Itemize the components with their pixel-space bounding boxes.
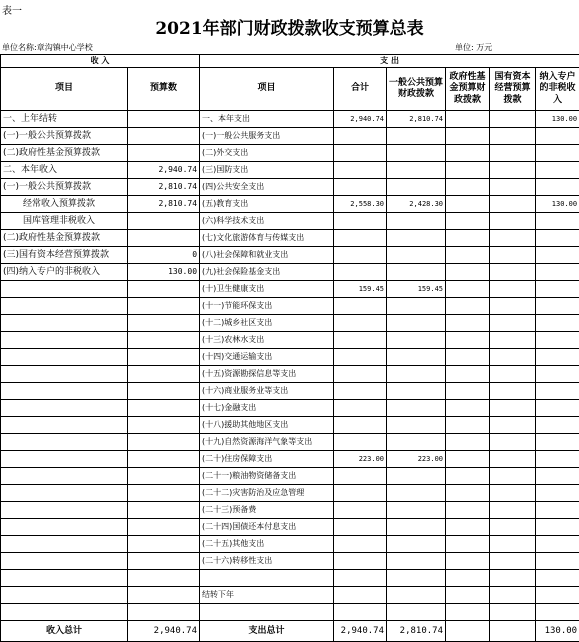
expense-item-cell	[200, 570, 334, 587]
soe-budget-cell	[490, 485, 536, 502]
soe-budget-cell	[490, 111, 536, 128]
expense-total-cell	[334, 264, 387, 281]
expense-fund-total	[446, 621, 490, 642]
special-account-cell	[536, 349, 579, 366]
income-budget-cell	[128, 332, 200, 349]
special-account-cell	[536, 247, 579, 264]
expense-item-cell: (二十六)转移性支出	[200, 553, 334, 570]
table-row	[1, 162, 579, 179]
expense-total-cell	[334, 349, 387, 366]
expense-item-cell: (六)科学技术支出	[200, 213, 334, 230]
table-row	[1, 111, 579, 128]
table-row	[1, 196, 579, 213]
expense-special-total: 130.00	[536, 621, 579, 642]
currency-unit: 单位: 万元	[455, 42, 492, 53]
soe-budget-cell	[490, 587, 536, 604]
special-account-cell	[536, 230, 579, 247]
soe-budget-cell	[490, 468, 536, 485]
special-account-cell	[536, 145, 579, 162]
general-budget-cell	[387, 417, 446, 434]
expense-soe-total	[490, 621, 536, 642]
special-account-cell	[536, 366, 579, 383]
special-account-cell	[536, 315, 579, 332]
soe-budget-cell	[490, 570, 536, 587]
special-account-cell	[536, 298, 579, 315]
table-row	[1, 570, 579, 587]
expense-item-header: 项目	[200, 68, 334, 111]
special-account-cell	[536, 128, 579, 145]
fund-budget-cell	[446, 604, 490, 621]
income-item-cell: (二)政府性基金预算拨款	[1, 230, 128, 247]
income-item-cell	[1, 383, 128, 400]
expense-item-cell	[200, 604, 334, 621]
fund-budget-cell	[446, 519, 490, 536]
income-budget-cell	[128, 604, 200, 621]
fund-budget-cell	[446, 315, 490, 332]
table-row	[1, 400, 579, 417]
fund-budget-cell	[446, 417, 490, 434]
income-budget-cell	[128, 213, 200, 230]
general-budget-cell	[387, 315, 446, 332]
expense-total-cell	[334, 128, 387, 145]
soe-budget-cell	[490, 383, 536, 400]
general-budget-cell	[387, 332, 446, 349]
fund-budget-cell	[446, 247, 490, 264]
expense-item-cell: (二十二)灾害防治及应急管理	[200, 485, 334, 502]
expense-item-cell: (十一)节能环保支出	[200, 298, 334, 315]
expense-header: 支 出	[200, 55, 579, 68]
table-row	[1, 264, 579, 281]
special-account-cell	[536, 519, 579, 536]
income-budget-cell	[128, 570, 200, 587]
soe-budget-cell	[490, 502, 536, 519]
income-item-cell	[1, 332, 128, 349]
soe-budget-cell	[490, 434, 536, 451]
expense-item-cell: (十七)金融支出	[200, 400, 334, 417]
income-budget-cell	[128, 366, 200, 383]
general-budget-cell	[387, 485, 446, 502]
income-budget-cell	[128, 519, 200, 536]
special-account-cell	[536, 400, 579, 417]
soe-budget-cell	[490, 230, 536, 247]
fund-budget-cell	[446, 570, 490, 587]
expense-total-cell: 2,558.30	[334, 196, 387, 213]
table-row	[1, 349, 579, 366]
expense-total-cell	[334, 468, 387, 485]
soe-budget-cell	[490, 145, 536, 162]
special-account-cell	[536, 264, 579, 281]
table-row	[1, 145, 579, 162]
income-budget-cell	[128, 587, 200, 604]
expense-total-cell	[334, 383, 387, 400]
income-item-cell: (一)一般公共预算拨款	[1, 128, 128, 145]
general-budget-cell	[387, 298, 446, 315]
income-budget-cell	[128, 400, 200, 417]
expense-total-cell	[334, 298, 387, 315]
expense-total-cell	[334, 485, 387, 502]
general-budget-cell: 2,810.74	[387, 111, 446, 128]
expense-total-cell	[334, 604, 387, 621]
expense-item-cell: (十四)交通运输支出	[200, 349, 334, 366]
expense-item-cell: (十九)自然资源海洋气象等支出	[200, 434, 334, 451]
fund-budget-cell	[446, 366, 490, 383]
income-item-cell	[1, 417, 128, 434]
income-budget-cell	[128, 383, 200, 400]
soe-budget-cell	[490, 349, 536, 366]
table-row	[1, 502, 579, 519]
general-budget-header: 一般公共预算财政拨款	[387, 68, 446, 111]
expense-total-cell	[334, 570, 387, 587]
table-row	[1, 366, 579, 383]
table-number-label: 表一	[2, 2, 22, 17]
fund-budget-cell	[446, 468, 490, 485]
fund-budget-cell	[446, 281, 490, 298]
soe-budget-cell	[490, 400, 536, 417]
income-item-cell	[1, 366, 128, 383]
expense-total-cell	[334, 536, 387, 553]
income-budget-cell: 0	[128, 247, 200, 264]
income-budget-cell: 2,940.74	[128, 162, 200, 179]
fund-budget-cell	[446, 400, 490, 417]
expense-item-cell: (八)社会保障和就业支出	[200, 247, 334, 264]
soe-budget-cell	[490, 298, 536, 315]
income-budget-cell	[128, 536, 200, 553]
table-row	[1, 519, 579, 536]
income-item-cell: (四)纳入专户的非税收入	[1, 264, 128, 281]
soe-budget-cell	[490, 162, 536, 179]
general-budget-cell	[387, 179, 446, 196]
fund-budget-cell	[446, 128, 490, 145]
general-budget-cell	[387, 570, 446, 587]
income-item-cell: 一、上年结转	[1, 111, 128, 128]
income-item-cell: 国库管理非税收入	[1, 213, 128, 230]
income-item-header: 项目	[1, 68, 128, 111]
table-row	[1, 536, 579, 553]
special-account-cell	[536, 332, 579, 349]
special-account-cell	[536, 570, 579, 587]
income-budget-cell	[128, 451, 200, 468]
special-account-cell	[536, 468, 579, 485]
income-budget-cell: 2,810.74	[128, 196, 200, 213]
general-budget-cell	[387, 230, 446, 247]
expense-total-cell	[334, 434, 387, 451]
income-item-cell: 二、本年收入	[1, 162, 128, 179]
expense-total-cell	[334, 162, 387, 179]
table-row	[1, 587, 579, 604]
special-account-cell	[536, 281, 579, 298]
expense-total-header: 合计	[334, 68, 387, 111]
soe-budget-cell	[490, 264, 536, 281]
soe-budget-cell	[490, 604, 536, 621]
fund-budget-cell	[446, 502, 490, 519]
expense-total-cell	[334, 179, 387, 196]
income-budget-cell	[128, 128, 200, 145]
expense-item-cell: (十五)资源勘探信息等支出	[200, 366, 334, 383]
expense-total-cell	[334, 315, 387, 332]
special-account-cell	[536, 502, 579, 519]
general-budget-cell	[387, 383, 446, 400]
income-item-cell	[1, 502, 128, 519]
expense-total-cell: 2,940.74	[334, 111, 387, 128]
expense-total-cell	[334, 553, 387, 570]
income-item-cell	[1, 570, 128, 587]
income-item-cell	[1, 434, 128, 451]
expense-item-cell: (十二)城乡社区支出	[200, 315, 334, 332]
soe-budget-header: 国有资本经营预算拨款	[490, 68, 536, 111]
fund-budget-cell	[446, 213, 490, 230]
general-budget-cell	[387, 536, 446, 553]
general-budget-cell	[387, 366, 446, 383]
income-total-label: 收入总计	[1, 621, 128, 642]
income-item-cell	[1, 298, 128, 315]
income-budget-cell: 2,810.74	[128, 179, 200, 196]
general-budget-cell	[387, 519, 446, 536]
fund-budget-cell	[446, 298, 490, 315]
income-item-cell	[1, 485, 128, 502]
special-account-cell	[536, 417, 579, 434]
unit-name: 单位名称:章沟镇中心学校	[2, 42, 93, 53]
expense-total-cell	[334, 502, 387, 519]
table-row	[1, 315, 579, 332]
income-budget-cell	[128, 468, 200, 485]
income-budget-header: 预算数	[128, 68, 200, 111]
expense-item-cell: (一)一般公共服务支出	[200, 128, 334, 145]
expense-item-cell: (三)国防支出	[200, 162, 334, 179]
table-row	[1, 451, 579, 468]
table-row	[1, 485, 579, 502]
income-budget-cell	[128, 230, 200, 247]
income-budget-cell	[128, 485, 200, 502]
income-item-cell	[1, 400, 128, 417]
general-budget-cell	[387, 587, 446, 604]
general-budget-cell	[387, 468, 446, 485]
income-item-cell: 经常收入预算拨款	[1, 196, 128, 213]
expense-total-value: 2,940.74	[334, 621, 387, 642]
table-row	[1, 332, 579, 349]
general-budget-cell	[387, 128, 446, 145]
soe-budget-cell	[490, 366, 536, 383]
income-item-cell	[1, 519, 128, 536]
table-row	[1, 468, 579, 485]
fund-budget-cell	[446, 179, 490, 196]
special-account-cell	[536, 604, 579, 621]
income-total-value: 2,940.74	[128, 621, 200, 642]
expense-item-cell: (十)卫生健康支出	[200, 281, 334, 298]
income-budget-cell	[128, 349, 200, 366]
fund-budget-cell	[446, 383, 490, 400]
general-budget-cell: 2,428.30	[387, 196, 446, 213]
expense-total-cell	[334, 247, 387, 264]
expense-item-cell: (二十五)其他支出	[200, 536, 334, 553]
expense-item-cell: (九)社会保险基金支出	[200, 264, 334, 281]
income-budget-cell	[128, 298, 200, 315]
income-budget-cell	[128, 315, 200, 332]
special-account-cell	[536, 179, 579, 196]
expense-item-cell: (二十)住房保障支出	[200, 451, 334, 468]
soe-budget-cell	[490, 553, 536, 570]
special-account-cell: 130.00	[536, 196, 579, 213]
soe-budget-cell	[490, 213, 536, 230]
income-item-cell	[1, 604, 128, 621]
income-item-cell	[1, 451, 128, 468]
general-budget-cell	[387, 264, 446, 281]
soe-budget-cell	[490, 417, 536, 434]
fund-budget-cell	[446, 332, 490, 349]
special-account-cell	[536, 213, 579, 230]
fund-budget-cell	[446, 536, 490, 553]
general-budget-cell	[387, 502, 446, 519]
table-row	[1, 230, 579, 247]
income-item-cell	[1, 349, 128, 366]
expense-total-cell	[334, 417, 387, 434]
soe-budget-cell	[490, 281, 536, 298]
income-item-cell	[1, 468, 128, 485]
income-item-cell	[1, 536, 128, 553]
expense-item-cell: (二十四)国债还本付息支出	[200, 519, 334, 536]
expense-total-cell	[334, 213, 387, 230]
expense-item-cell: (五)教育支出	[200, 196, 334, 213]
table-row	[1, 434, 579, 451]
page-title: 2021年部门财政拨款收支预算总表	[0, 14, 579, 39]
fund-budget-cell	[446, 111, 490, 128]
fund-budget-cell	[446, 451, 490, 468]
special-account-cell: 130.00	[536, 111, 579, 128]
fund-budget-cell	[446, 145, 490, 162]
expense-total-cell	[334, 230, 387, 247]
special-account-cell	[536, 451, 579, 468]
general-budget-cell	[387, 400, 446, 417]
table-row	[1, 179, 579, 196]
general-budget-cell	[387, 604, 446, 621]
table-row	[1, 213, 579, 230]
general-budget-cell	[387, 553, 446, 570]
soe-budget-cell	[490, 179, 536, 196]
expense-total-cell	[334, 519, 387, 536]
income-header: 收 入	[1, 55, 200, 68]
income-budget-cell	[128, 502, 200, 519]
table-row	[1, 128, 579, 145]
table-row	[1, 553, 579, 570]
expense-total-cell	[334, 400, 387, 417]
expense-item-cell: 一、本年支出	[200, 111, 334, 128]
expense-item-cell: (十八)援助其他地区支出	[200, 417, 334, 434]
soe-budget-cell	[490, 536, 536, 553]
table-row	[1, 604, 579, 621]
general-budget-cell	[387, 247, 446, 264]
expense-total-cell: 223.00	[334, 451, 387, 468]
income-budget-cell	[128, 145, 200, 162]
expense-item-cell: (二十一)粮油物资储备支出	[200, 468, 334, 485]
expense-general-total: 2,810.74	[387, 621, 446, 642]
fund-budget-cell	[446, 196, 490, 213]
special-account-cell	[536, 536, 579, 553]
income-budget-cell: 130.00	[128, 264, 200, 281]
expense-item-cell: (十三)农林水支出	[200, 332, 334, 349]
special-account-cell	[536, 485, 579, 502]
income-budget-cell	[128, 434, 200, 451]
expense-total-cell	[334, 145, 387, 162]
table-row	[1, 247, 579, 264]
special-account-cell	[536, 553, 579, 570]
fund-budget-cell	[446, 230, 490, 247]
income-item-cell	[1, 587, 128, 604]
general-budget-cell	[387, 145, 446, 162]
income-budget-cell	[128, 553, 200, 570]
income-item-cell	[1, 315, 128, 332]
soe-budget-cell	[490, 247, 536, 264]
expense-total-cell: 159.45	[334, 281, 387, 298]
fund-budget-cell	[446, 485, 490, 502]
expense-total-cell	[334, 332, 387, 349]
fund-budget-cell	[446, 434, 490, 451]
fund-budget-cell	[446, 553, 490, 570]
income-item-cell	[1, 553, 128, 570]
expense-item-cell: (二)外交支出	[200, 145, 334, 162]
fund-budget-cell	[446, 162, 490, 179]
income-item-cell: (一)一般公共预算拨款	[1, 179, 128, 196]
income-budget-cell	[128, 281, 200, 298]
table-row	[1, 417, 579, 434]
soe-budget-cell	[490, 196, 536, 213]
special-account-cell	[536, 434, 579, 451]
table-row	[1, 298, 579, 315]
general-budget-cell	[387, 162, 446, 179]
income-item-cell: (三)国有资本经营预算拨款	[1, 247, 128, 264]
general-budget-cell	[387, 434, 446, 451]
income-budget-cell	[128, 417, 200, 434]
soe-budget-cell	[490, 315, 536, 332]
table-row	[1, 281, 579, 298]
expense-item-cell: (二十三)预备费	[200, 502, 334, 519]
expense-total-label: 支出总计	[200, 621, 334, 642]
soe-budget-cell	[490, 519, 536, 536]
expense-item-cell: (十六)商业服务业等支出	[200, 383, 334, 400]
general-budget-cell: 223.00	[387, 451, 446, 468]
expense-total-cell	[334, 366, 387, 383]
income-budget-cell	[128, 111, 200, 128]
fund-budget-cell	[446, 587, 490, 604]
general-budget-cell: 159.45	[387, 281, 446, 298]
expense-total-cell	[334, 587, 387, 604]
fund-budget-cell	[446, 264, 490, 281]
expense-item-cell: (七)文化旅游体育与传媒支出	[200, 230, 334, 247]
soe-budget-cell	[490, 332, 536, 349]
fund-budget-header: 政府性基金预算财政拨款	[446, 68, 490, 111]
table-row	[1, 383, 579, 400]
income-item-cell	[1, 281, 128, 298]
special-account-cell	[536, 383, 579, 400]
income-item-cell: (二)政府性基金预算拨款	[1, 145, 128, 162]
expense-item-cell: 结转下年	[200, 587, 334, 604]
budget-table	[0, 54, 579, 642]
soe-budget-cell	[490, 451, 536, 468]
fund-budget-cell	[446, 349, 490, 366]
special-account-header: 纳入专户的非税收入	[536, 68, 579, 111]
special-account-cell	[536, 587, 579, 604]
general-budget-cell	[387, 213, 446, 230]
expense-item-cell: (四)公共安全支出	[200, 179, 334, 196]
soe-budget-cell	[490, 128, 536, 145]
special-account-cell	[536, 162, 579, 179]
general-budget-cell	[387, 349, 446, 366]
